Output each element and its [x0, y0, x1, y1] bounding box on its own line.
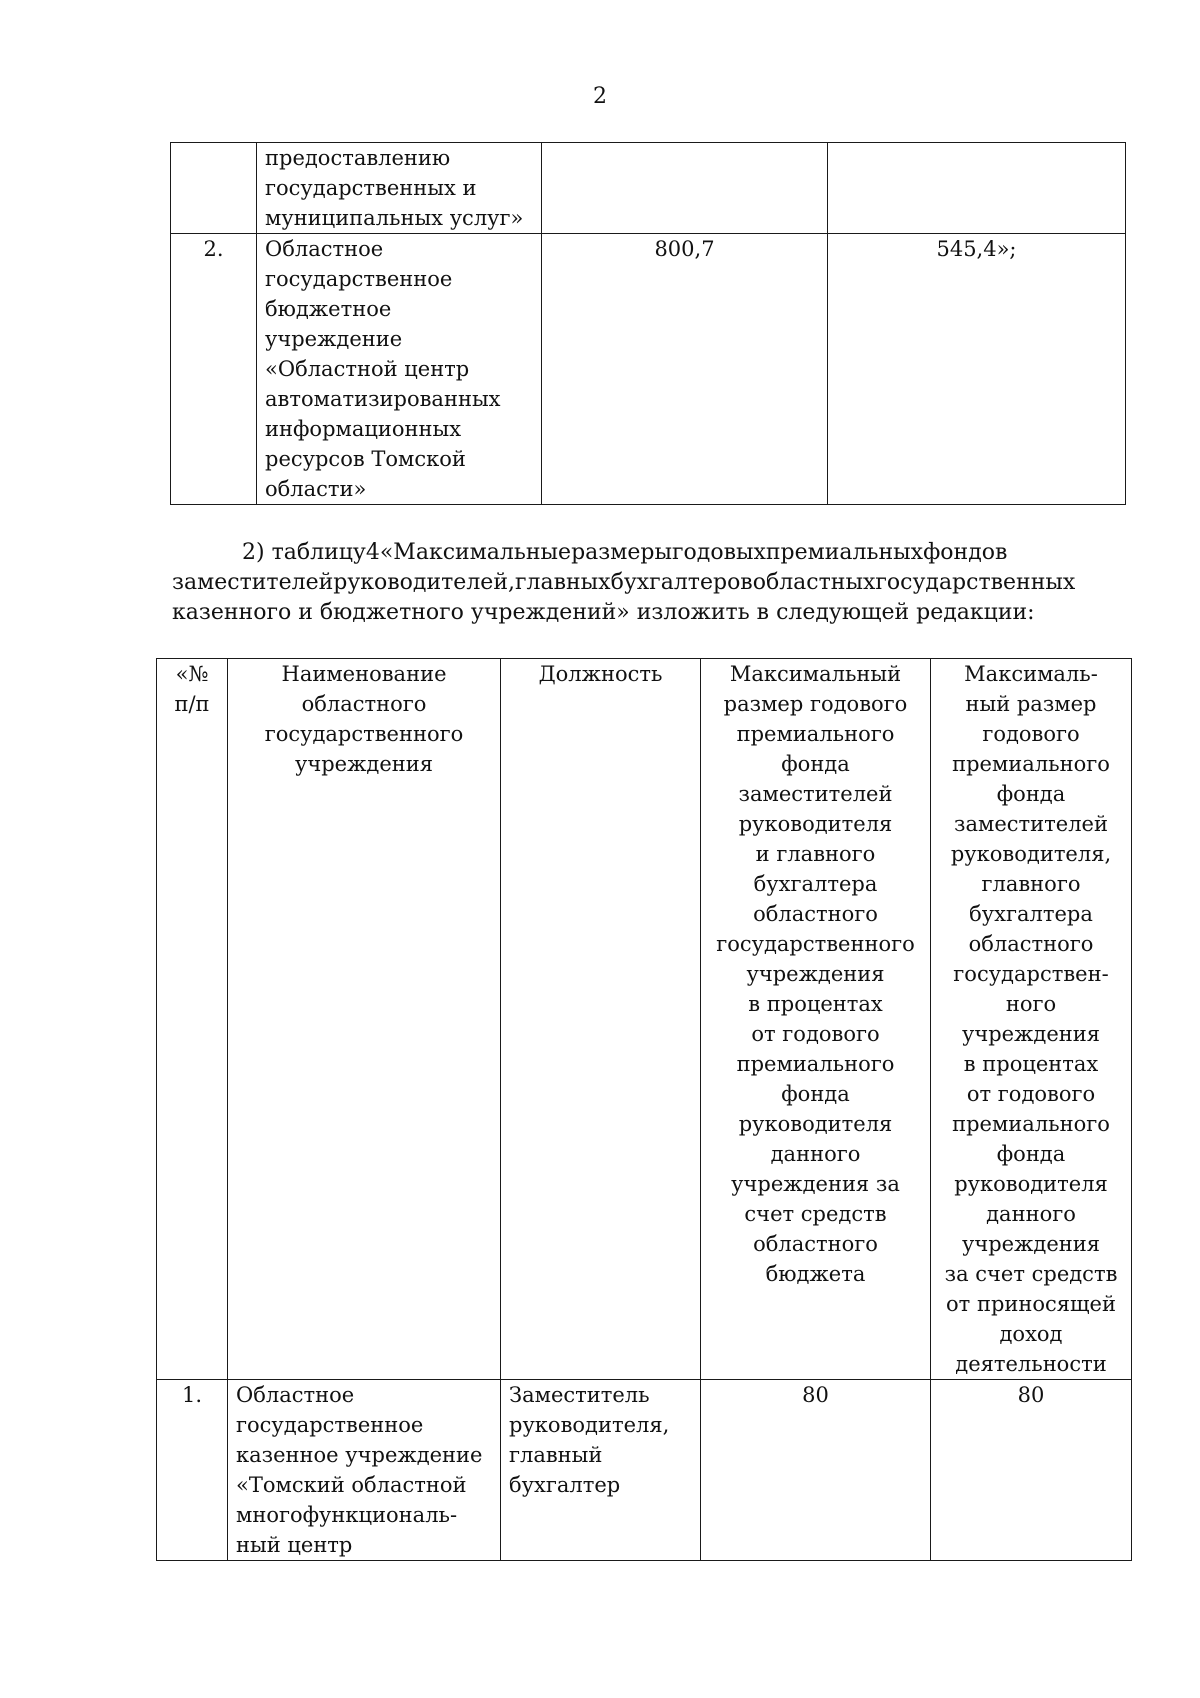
- header-max-income-line: от приносящей: [946, 1292, 1116, 1316]
- institution-name-line: казенное учреждение: [236, 1443, 483, 1467]
- paragraph-word: бухгалтеров: [610, 570, 753, 595]
- header-position-cell: [501, 659, 701, 1380]
- header-max-income-line: Максималь-: [964, 662, 1098, 686]
- header-max-income-line: премиального: [952, 1112, 1110, 1136]
- institution-name-line: муниципальных услуг»: [265, 206, 524, 230]
- max-budget-cell-text: 80: [802, 1383, 829, 1407]
- paragraph-word: областных: [752, 570, 876, 595]
- header-max-budget-line: областного: [753, 902, 878, 926]
- header-max-income-line: бухгалтера: [969, 902, 1093, 926]
- institution-name-line: учреждение: [265, 327, 403, 351]
- header-max-income-line: доход: [999, 1322, 1063, 1346]
- header-max-budget-line: счет средств: [744, 1202, 887, 1226]
- header-max-income-line: годового: [982, 722, 1080, 746]
- header-max-income-line: данного: [986, 1202, 1076, 1226]
- institution-name-line: ный центр: [236, 1533, 353, 1557]
- header-max-income-line: от годового: [966, 1082, 1096, 1106]
- header-max-income-line: фонда: [996, 1142, 1066, 1166]
- header-max-income-line: премиального: [952, 752, 1110, 776]
- header-max-income-cell: [931, 659, 1132, 1380]
- institution-name-line: Областное: [265, 237, 384, 261]
- header-max-income-line: областного: [968, 932, 1094, 956]
- paragraph-word: 2) таблицу: [242, 540, 366, 565]
- header-name-line: государственного: [264, 722, 464, 746]
- paragraph-word: 4: [365, 540, 380, 565]
- value-cell-1: [542, 234, 828, 505]
- header-max-income-line: ный размер: [965, 692, 1097, 716]
- institution-name-line: ресурсов Томской: [265, 447, 466, 471]
- paragraph-word: годовых: [672, 540, 766, 565]
- institution-name-line: Областное: [236, 1383, 355, 1407]
- max-income-cell-text: 80: [1017, 1383, 1045, 1407]
- table-row: [171, 143, 1126, 234]
- header-max-budget-line: и главного: [755, 842, 876, 866]
- position-line: бухгалтер: [509, 1473, 621, 1497]
- institution-name-line: государственное: [265, 267, 453, 291]
- header-max-budget-line: учреждения: [746, 962, 885, 986]
- paragraph-word: заместителей: [172, 570, 334, 595]
- header-position-line: Должность: [538, 662, 663, 686]
- institution-name-line: информационных: [265, 417, 462, 441]
- header-number-line: п/п: [174, 692, 210, 716]
- header-max-budget-line: областного: [753, 1232, 878, 1256]
- header-max-budget-line: данного: [770, 1142, 861, 1166]
- row-number-cell: [171, 234, 257, 505]
- header-max-income-line: ного: [1005, 992, 1057, 1016]
- institution-name-line: автоматизированных: [265, 387, 501, 411]
- paragraph-word: размеры: [571, 540, 672, 565]
- page-number: 2: [593, 84, 607, 109]
- header-max-budget-line: государственного: [716, 932, 915, 956]
- header-max-income-line: за счет средств: [944, 1262, 1118, 1286]
- header-max-income-line: учреждения: [961, 1022, 1101, 1046]
- paragraph-line-2: [172, 568, 1116, 598]
- institution-name-line: предоставлению: [265, 146, 451, 170]
- value-cell-2-text: 545,4»;: [936, 237, 1017, 261]
- header-max-budget-line: руководителя: [738, 1112, 893, 1136]
- institution-name-line: «Томский областной: [236, 1473, 467, 1497]
- header-max-budget-line: учреждения за: [731, 1172, 900, 1196]
- value-cell-2: [828, 234, 1126, 505]
- header-max-budget-line: руководителя: [738, 812, 893, 836]
- paragraph-word: государственных: [875, 570, 1076, 595]
- institution-name-cell: [257, 234, 542, 505]
- institution-name-line: бюджетное: [265, 297, 392, 321]
- table-row: [157, 1380, 1132, 1561]
- institution-name-line: «Областной центр: [265, 357, 470, 381]
- header-max-income-line: деятельности: [955, 1352, 1107, 1376]
- row-number-cell: [171, 143, 257, 234]
- header-max-income-line: в процентах: [963, 1052, 1099, 1076]
- position-line: главный: [509, 1443, 603, 1467]
- header-max-budget-line: размер годового: [723, 692, 908, 716]
- value-cell-2: [828, 143, 1126, 234]
- max-budget-cell: [701, 1380, 931, 1561]
- paragraph-line-3: казенного и бюджетного учреждений» изложить в следующей редакции:: [172, 600, 1035, 625]
- header-max-income-line: руководителя,: [950, 842, 1112, 866]
- paragraph-word: фондов: [923, 540, 1008, 565]
- row-number-cell-text: 1.: [181, 1383, 203, 1407]
- header-max-budget-cell: [701, 659, 931, 1380]
- institution-name-line: области»: [265, 477, 367, 501]
- continuation-table: [170, 142, 1126, 505]
- header-max-budget-line: премиального: [736, 1052, 895, 1076]
- row-number-cell-text: 2.: [203, 237, 224, 261]
- paragraph-word: руководителей,: [333, 570, 515, 595]
- paragraph-word: премиальных: [765, 540, 924, 565]
- position-line: руководителя,: [509, 1413, 670, 1437]
- table-header-row: [157, 659, 1132, 1380]
- position-cell: [501, 1380, 701, 1561]
- header-max-budget-line: фонда: [781, 752, 850, 776]
- value-cell-1: [542, 143, 828, 234]
- amendment-paragraph: [172, 538, 1116, 628]
- institution-name-cell: [228, 1380, 501, 1561]
- header-max-budget-line: заместителей: [738, 782, 893, 806]
- paragraph-line-1: [172, 538, 1116, 568]
- header-number-line: «№: [175, 662, 209, 686]
- paragraph-word: «Максимальные: [379, 540, 572, 565]
- value-cell-1-text: 800,7: [654, 237, 715, 261]
- header-max-income-line: руководителя: [954, 1172, 1108, 1196]
- max-income-cell: [931, 1380, 1132, 1561]
- header-max-budget-line: фонда: [781, 1082, 850, 1106]
- header-max-income-line: главного: [981, 872, 1081, 896]
- header-max-income-line: государствен-: [953, 962, 1109, 986]
- institution-name-line: государственное: [236, 1413, 424, 1437]
- table-row: [171, 234, 1126, 505]
- header-max-budget-line: бюджета: [765, 1262, 866, 1286]
- header-max-budget-line: Максимальный: [729, 662, 902, 686]
- institution-name-line: государственных и: [265, 176, 477, 200]
- header-name-line: учреждения: [294, 752, 434, 776]
- header-name-cell: [228, 659, 501, 1380]
- header-max-budget-line: в процентах: [748, 992, 883, 1016]
- header-max-budget-line: от годового: [751, 1022, 880, 1046]
- paragraph-word: главных: [514, 570, 611, 595]
- header-name-line: областного: [301, 692, 427, 716]
- header-max-income-line: заместителей: [954, 812, 1108, 836]
- institution-name-line: многофункциональ-: [236, 1503, 458, 1527]
- header-max-budget-line: бухгалтера: [753, 872, 878, 896]
- premium-fund-table: [156, 658, 1132, 1561]
- institution-name-cell: [257, 143, 542, 234]
- header-name-line: Наименование: [281, 662, 447, 686]
- row-number-cell: [157, 1380, 228, 1561]
- header-max-budget-line: премиального: [736, 722, 895, 746]
- header-max-income-line: учреждения: [961, 1232, 1101, 1256]
- position-line: Заместитель: [509, 1383, 650, 1407]
- header-number-cell: [157, 659, 228, 1380]
- header-max-income-line: фонда: [996, 782, 1066, 806]
